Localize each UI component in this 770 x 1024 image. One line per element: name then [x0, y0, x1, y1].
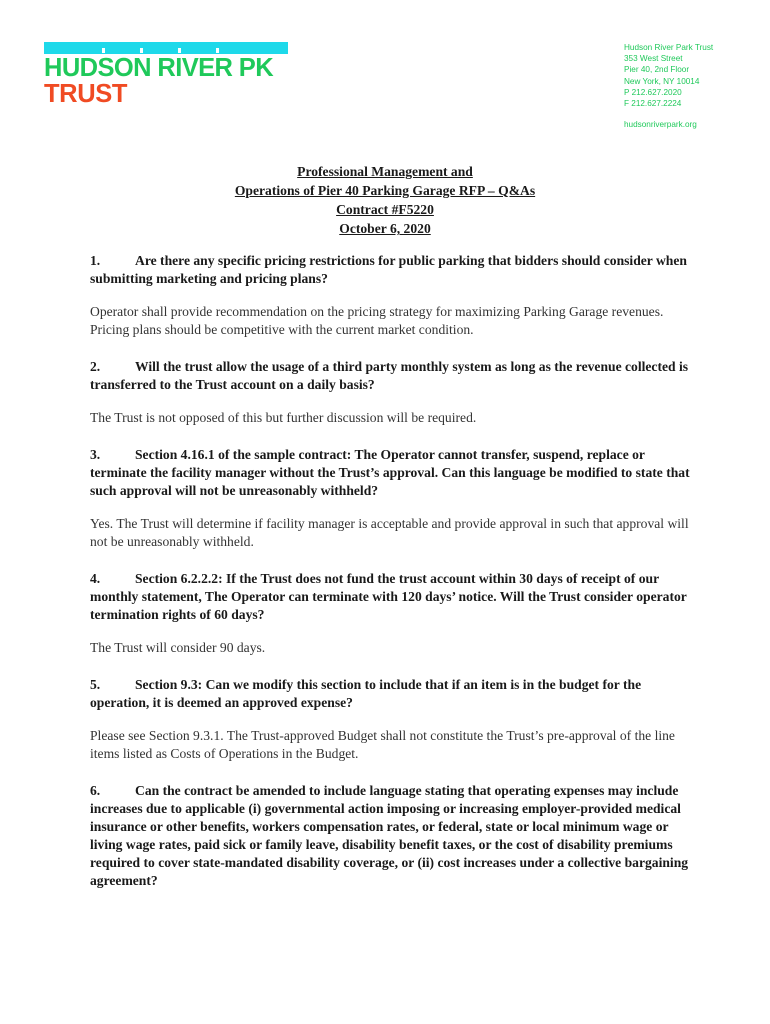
website-link[interactable]: hudsonriverpark.org [624, 120, 697, 130]
answer-4: The Trust will consider 90 days. [90, 640, 266, 655]
title-line-4: October 6, 2020 [339, 221, 431, 236]
question-number: 4. [90, 571, 101, 586]
question-text: Section 6.2.2.2: If the Trust does not fund the trust account within 30 days of receipt of our monthly statement, The Operator can terminate with 120 days’ notice. Will the Trust consider operator termination rights of 60 days? [90, 571, 687, 622]
question-text: Will the trust allow the usage of a third party monthly system as long as the revenue collected is transferred to the Trust account on a daily basis? [90, 359, 689, 392]
logo-tick [102, 48, 105, 53]
answer-1: Operator shall provide recommendation on the pricing strategy for maximizing Parking Garage revenues. Pricing plans should be competitive with the current market condition. [90, 304, 664, 337]
phone-line: P 212.627.2020 [624, 87, 682, 97]
question-number: 5. [90, 677, 101, 692]
hudson-river-park-trust-logo [44, 42, 288, 108]
question-text: Section 4.16.1 of the sample contract: The Operator cannot transfer, suspend, replace or terminate the facility manager without the Trust’s approval. Can this language be modified to state that such approval will not be unreasonably withheld? [90, 447, 690, 498]
logo-bar [44, 42, 288, 54]
logo-line1: HUDSON RIVER PK [44, 54, 274, 82]
question-text: Can the contract be amended to include language stating that operating expenses may include increases due to applicable (i) governmental action imposing or increasing employer-provided medical insurance or other benefits, workers compensation rates, or federal, state or local minimum wage or living wage rates, paid sick or family leave, disability benefit taxes, or the cost of disability premiums required to cover state-mandated disability coverage, or (ii) cost increases under a collective bargaining agreement? [90, 783, 689, 888]
question-6 [90, 782, 690, 890]
question-number: 1. [90, 253, 101, 268]
title-line-3: Contract #F5220 [336, 202, 434, 217]
document-title [0, 162, 770, 238]
answer-2: The Trust is not opposed of this but further discussion will be required. [90, 410, 477, 425]
question-4 [90, 570, 690, 624]
question-3 [90, 446, 690, 500]
title-line-2: Operations of Pier 40 Parking Garage RFP – Q&As [234, 183, 536, 198]
logo-tick [178, 48, 181, 53]
logo-tick [216, 48, 219, 53]
answer-3: Yes. The Trust will determine if facility manager is acceptable and provide approval in such that approval will not be unreasonably withheld. [90, 516, 689, 549]
qa-list [90, 252, 690, 890]
question-number: 6. [90, 783, 101, 798]
question-5 [90, 676, 690, 712]
title-line-1: Professional Management and [297, 164, 473, 179]
question-1 [90, 252, 690, 288]
logo-tick [140, 48, 143, 53]
address-line: New York, NY 10014 [624, 76, 700, 86]
address-line: Hudson River Park Trust [624, 43, 714, 52]
address-line: 353 West Street [624, 54, 683, 64]
question-text: Are there any specific pricing restrictions for public parking that bidders should consider when submitting marketing and pricing plans? [90, 253, 687, 286]
answer-5: Please see Section 9.3.1. The Trust-approved Budget shall not constitute the Trust’s pre-approval of the line items listed as Costs of Operations in the Budget. [90, 728, 675, 761]
address-line: Pier 40, 2nd Floor [624, 65, 690, 75]
question-number: 3. [90, 447, 101, 462]
question-2 [90, 358, 690, 394]
logo-line2: TRUST [44, 80, 127, 108]
question-text: Section 9.3: Can we modify this section to include that if an item is in the budget for the operation, it is deemed an approved expense? [90, 677, 642, 710]
address-block [624, 42, 713, 130]
question-number: 2. [90, 359, 101, 374]
fax-line: F 212.627.2224 [624, 99, 682, 109]
